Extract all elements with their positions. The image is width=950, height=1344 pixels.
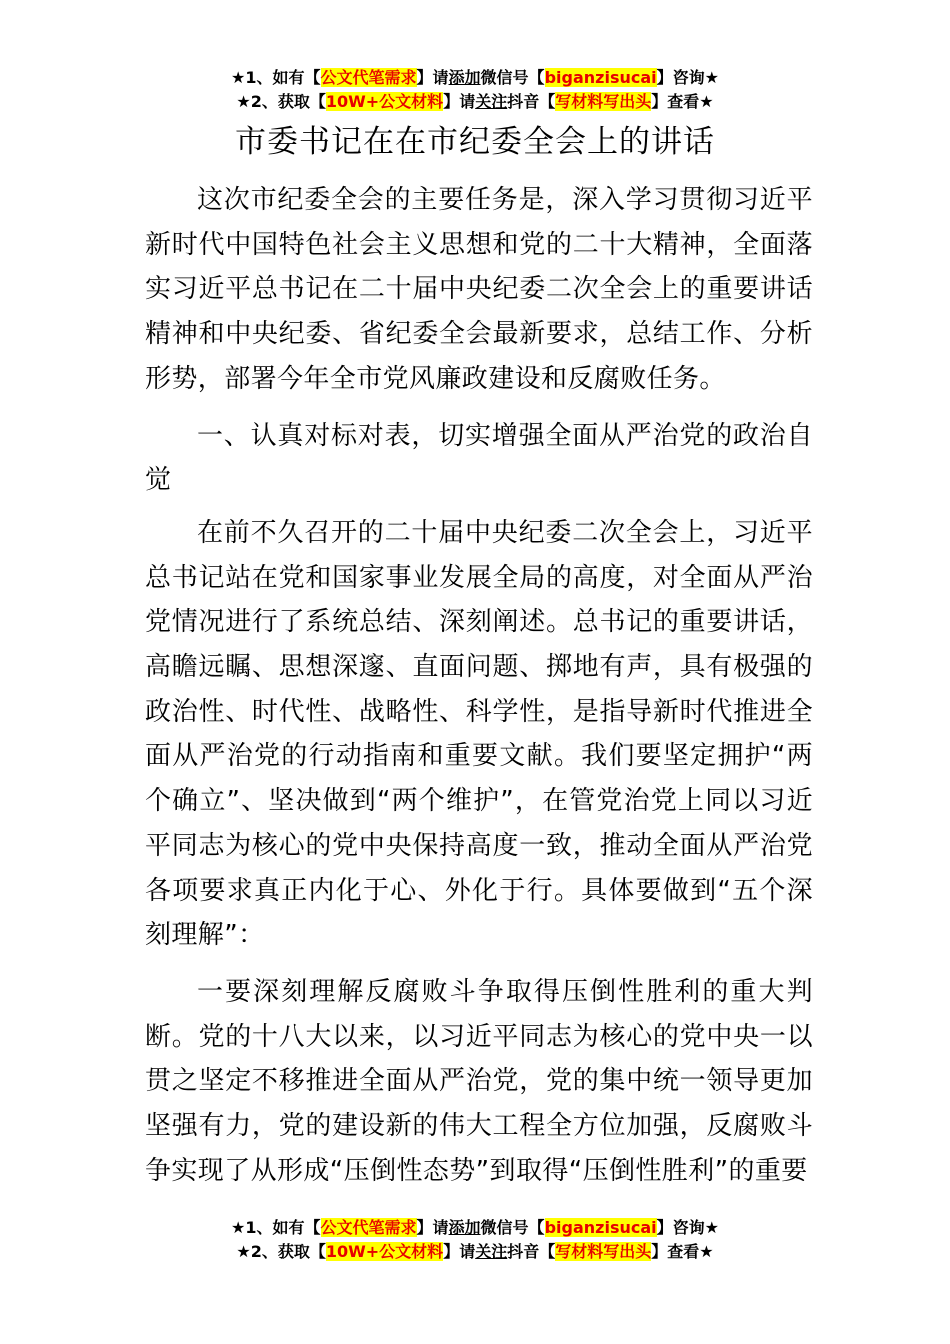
promo-wechat-id: biganzisucai <box>544 1218 657 1237</box>
promo-text: 】请 <box>416 1218 449 1237</box>
header-promo-banner <box>0 66 950 114</box>
promo-text: 微信号【 <box>480 68 545 87</box>
promo-text: 抖音【 <box>507 92 556 111</box>
promo-text: 】请 <box>416 68 449 87</box>
promo-underline: 关注 <box>475 1242 508 1261</box>
promo-text: 】咨询★ <box>656 1218 719 1237</box>
promo-douyin-id: 写材料写出头 <box>555 1242 652 1261</box>
promo-highlight: 10W+公文材料 <box>325 1242 444 1261</box>
promo-line-2 <box>0 1240 950 1264</box>
promo-underline: 关注 <box>475 92 508 111</box>
promo-text: 】请 <box>443 92 476 111</box>
promo-line-2 <box>0 90 950 114</box>
promo-text: ★1、如有【 <box>231 1218 321 1237</box>
promo-text: 抖音【 <box>507 1242 556 1261</box>
paragraph-section-1: 在前不久召开的二十届中央纪委二次全会上，习近平总书记站在党和国家事业发展全局的高度，对全面从严治党情况进行了系统总结、深刻阐述。总书记的重要讲话，高瞻远瞩、思想深邃、直面问题、掷地有声，具有极强的政治性、时代性、战略性、科学性，是指导新时代推进全面从严治党的行动指南和重要文献。我们要坚定拥护“两个确立”、坚决做到“两个维护”，在管党治党上同以习近平同志为核心的党中央保持高度一致，推动全面从严治党各项要求真正内化于心、外化于行。具体要做到“五个深刻理解”： <box>145 517 813 951</box>
promo-underline: 添加 <box>448 68 481 87</box>
promo-text: 】查看★ <box>651 1242 714 1261</box>
promo-text: 】请 <box>443 1242 476 1261</box>
promo-text: ★1、如有【 <box>231 68 321 87</box>
promo-text: 微信号【 <box>480 1218 545 1237</box>
promo-highlight: 公文代笔需求 <box>320 68 417 87</box>
promo-text: 】咨询★ <box>656 68 719 87</box>
promo-line-1 <box>0 66 950 90</box>
paragraph-intro: 这次市纪委全会的主要任务是，深入学习贯彻习近平新时代中国特色社会主义思想和党的二十大精神，全面落实习近平总书记在二十届中央纪委二次全会上的重要讲话精神和中央纪委、省纪委全会最新要求，总结工作、分析形势，部署今年全市党风廉政建设和反腐败任务。 <box>145 185 813 394</box>
promo-text: ★2、获取【 <box>236 92 326 111</box>
document-title: 市委书记在在市纪委全会上的讲话 <box>235 124 715 160</box>
promo-underline: 添加 <box>448 1218 481 1237</box>
promo-line-1 <box>0 1216 950 1240</box>
promo-text: 】查看★ <box>651 92 714 111</box>
footer-promo-banner <box>0 1216 950 1264</box>
section-heading-1: 一、认真对标对表，切实增强全面从严治党的政治自觉 <box>145 420 813 496</box>
promo-wechat-id: biganzisucai <box>544 68 657 87</box>
promo-highlight: 10W+公文材料 <box>325 92 444 111</box>
paragraph-point-1: 一要深刻理解反腐败斗争取得压倒性胜利的重大判断。党的十八大以来，以习近平同志为核心的党中央一以贯之坚定不移推进全面从严治党，党的集中统一领导更加坚强有力，党的建设新的伟大工程全方位加强，反腐败斗争实现了从形成“压倒性态势”到取得“压倒性胜利”的重要 <box>145 976 813 1186</box>
promo-text: ★2、获取【 <box>236 1242 326 1261</box>
document-body <box>145 178 813 1205</box>
promo-highlight: 公文代笔需求 <box>320 1218 417 1237</box>
promo-douyin-id: 写材料写出头 <box>555 92 652 111</box>
